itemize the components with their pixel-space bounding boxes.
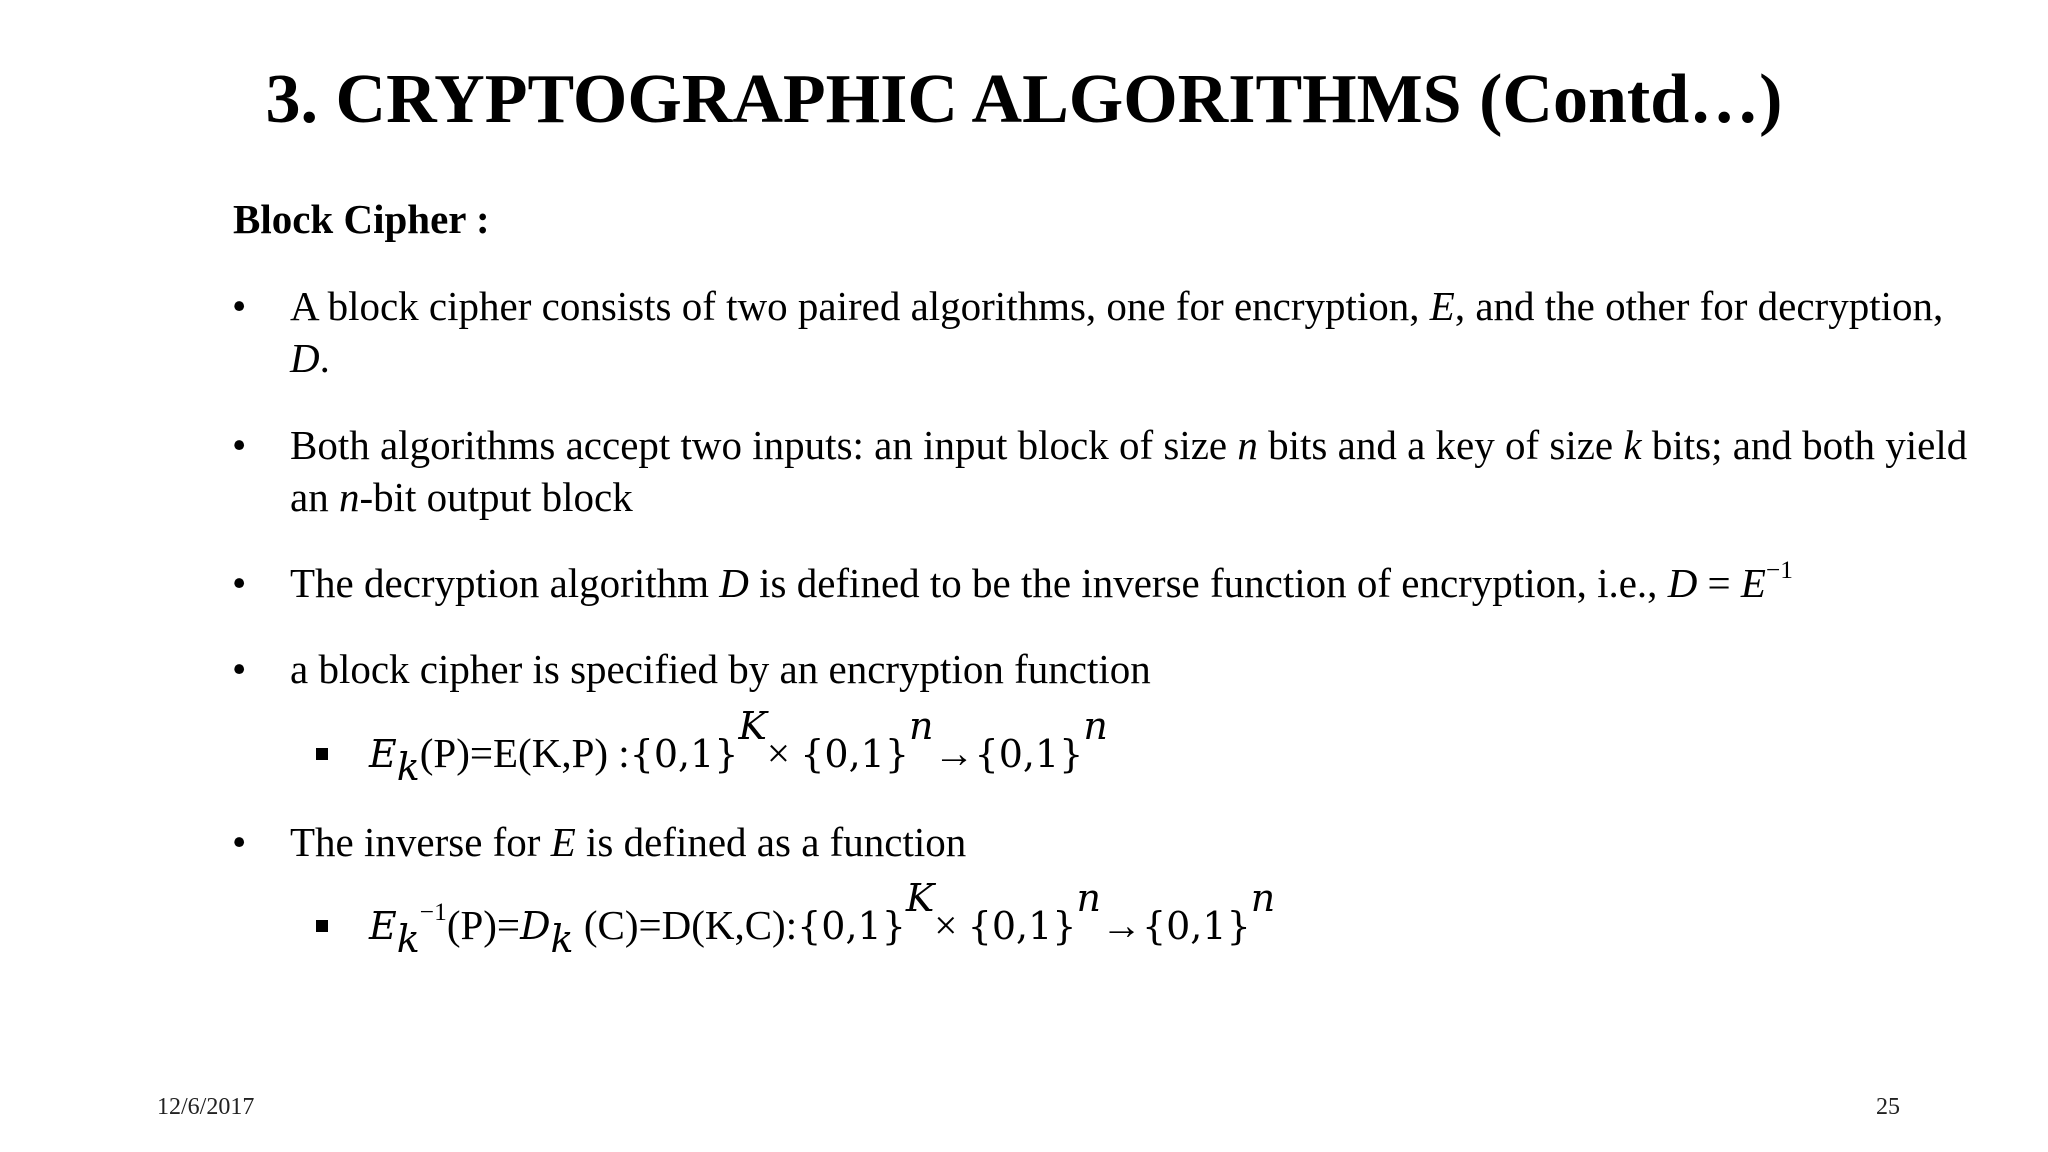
formula-encryption: $E_k(P)=E(K,P)$ $:\{0,1\}^K\times \{0,1\}^n\to\{0,1\}^n$	[369, 703, 1108, 790]
bullet-inputs: • Both algorithms accept two inputs: an input block of size n bits and a key of size k bits; and both yield an n-bit output block	[290, 419, 1970, 523]
formula-decryption: $E_k^{-1}(P)=D_k$ $(C)=D(K,C):\{0,1\}^K\times \{0,1\}^n\to\{0,1\}^n$	[369, 875, 1276, 962]
bullet-encryption-function: • a block cipher is specified by an encryption function	[290, 643, 1970, 695]
slide-title: 3. CRYPTOGRAPHIC ALGORITHMS (Contd…)	[265, 61, 1783, 138]
bullet-decryption-inverse: • The decryption algorithm D is defined to be the inverse function of encryption, i.e., $D = E^{-1}$	[290, 557, 1970, 609]
bullet-paired-algorithms: • A block cipher consists of two paired algorithms, one for encryption, E, and the other for decryption, D.	[290, 280, 1970, 384]
section-heading: Block Cipher :	[233, 196, 490, 242]
footer-date: 12/6/2017	[157, 1094, 255, 1120]
bullet-inverse-definition: • The inverse for E is defined as a function	[290, 816, 1970, 868]
footer-page-number: 25	[1876, 1094, 1900, 1120]
